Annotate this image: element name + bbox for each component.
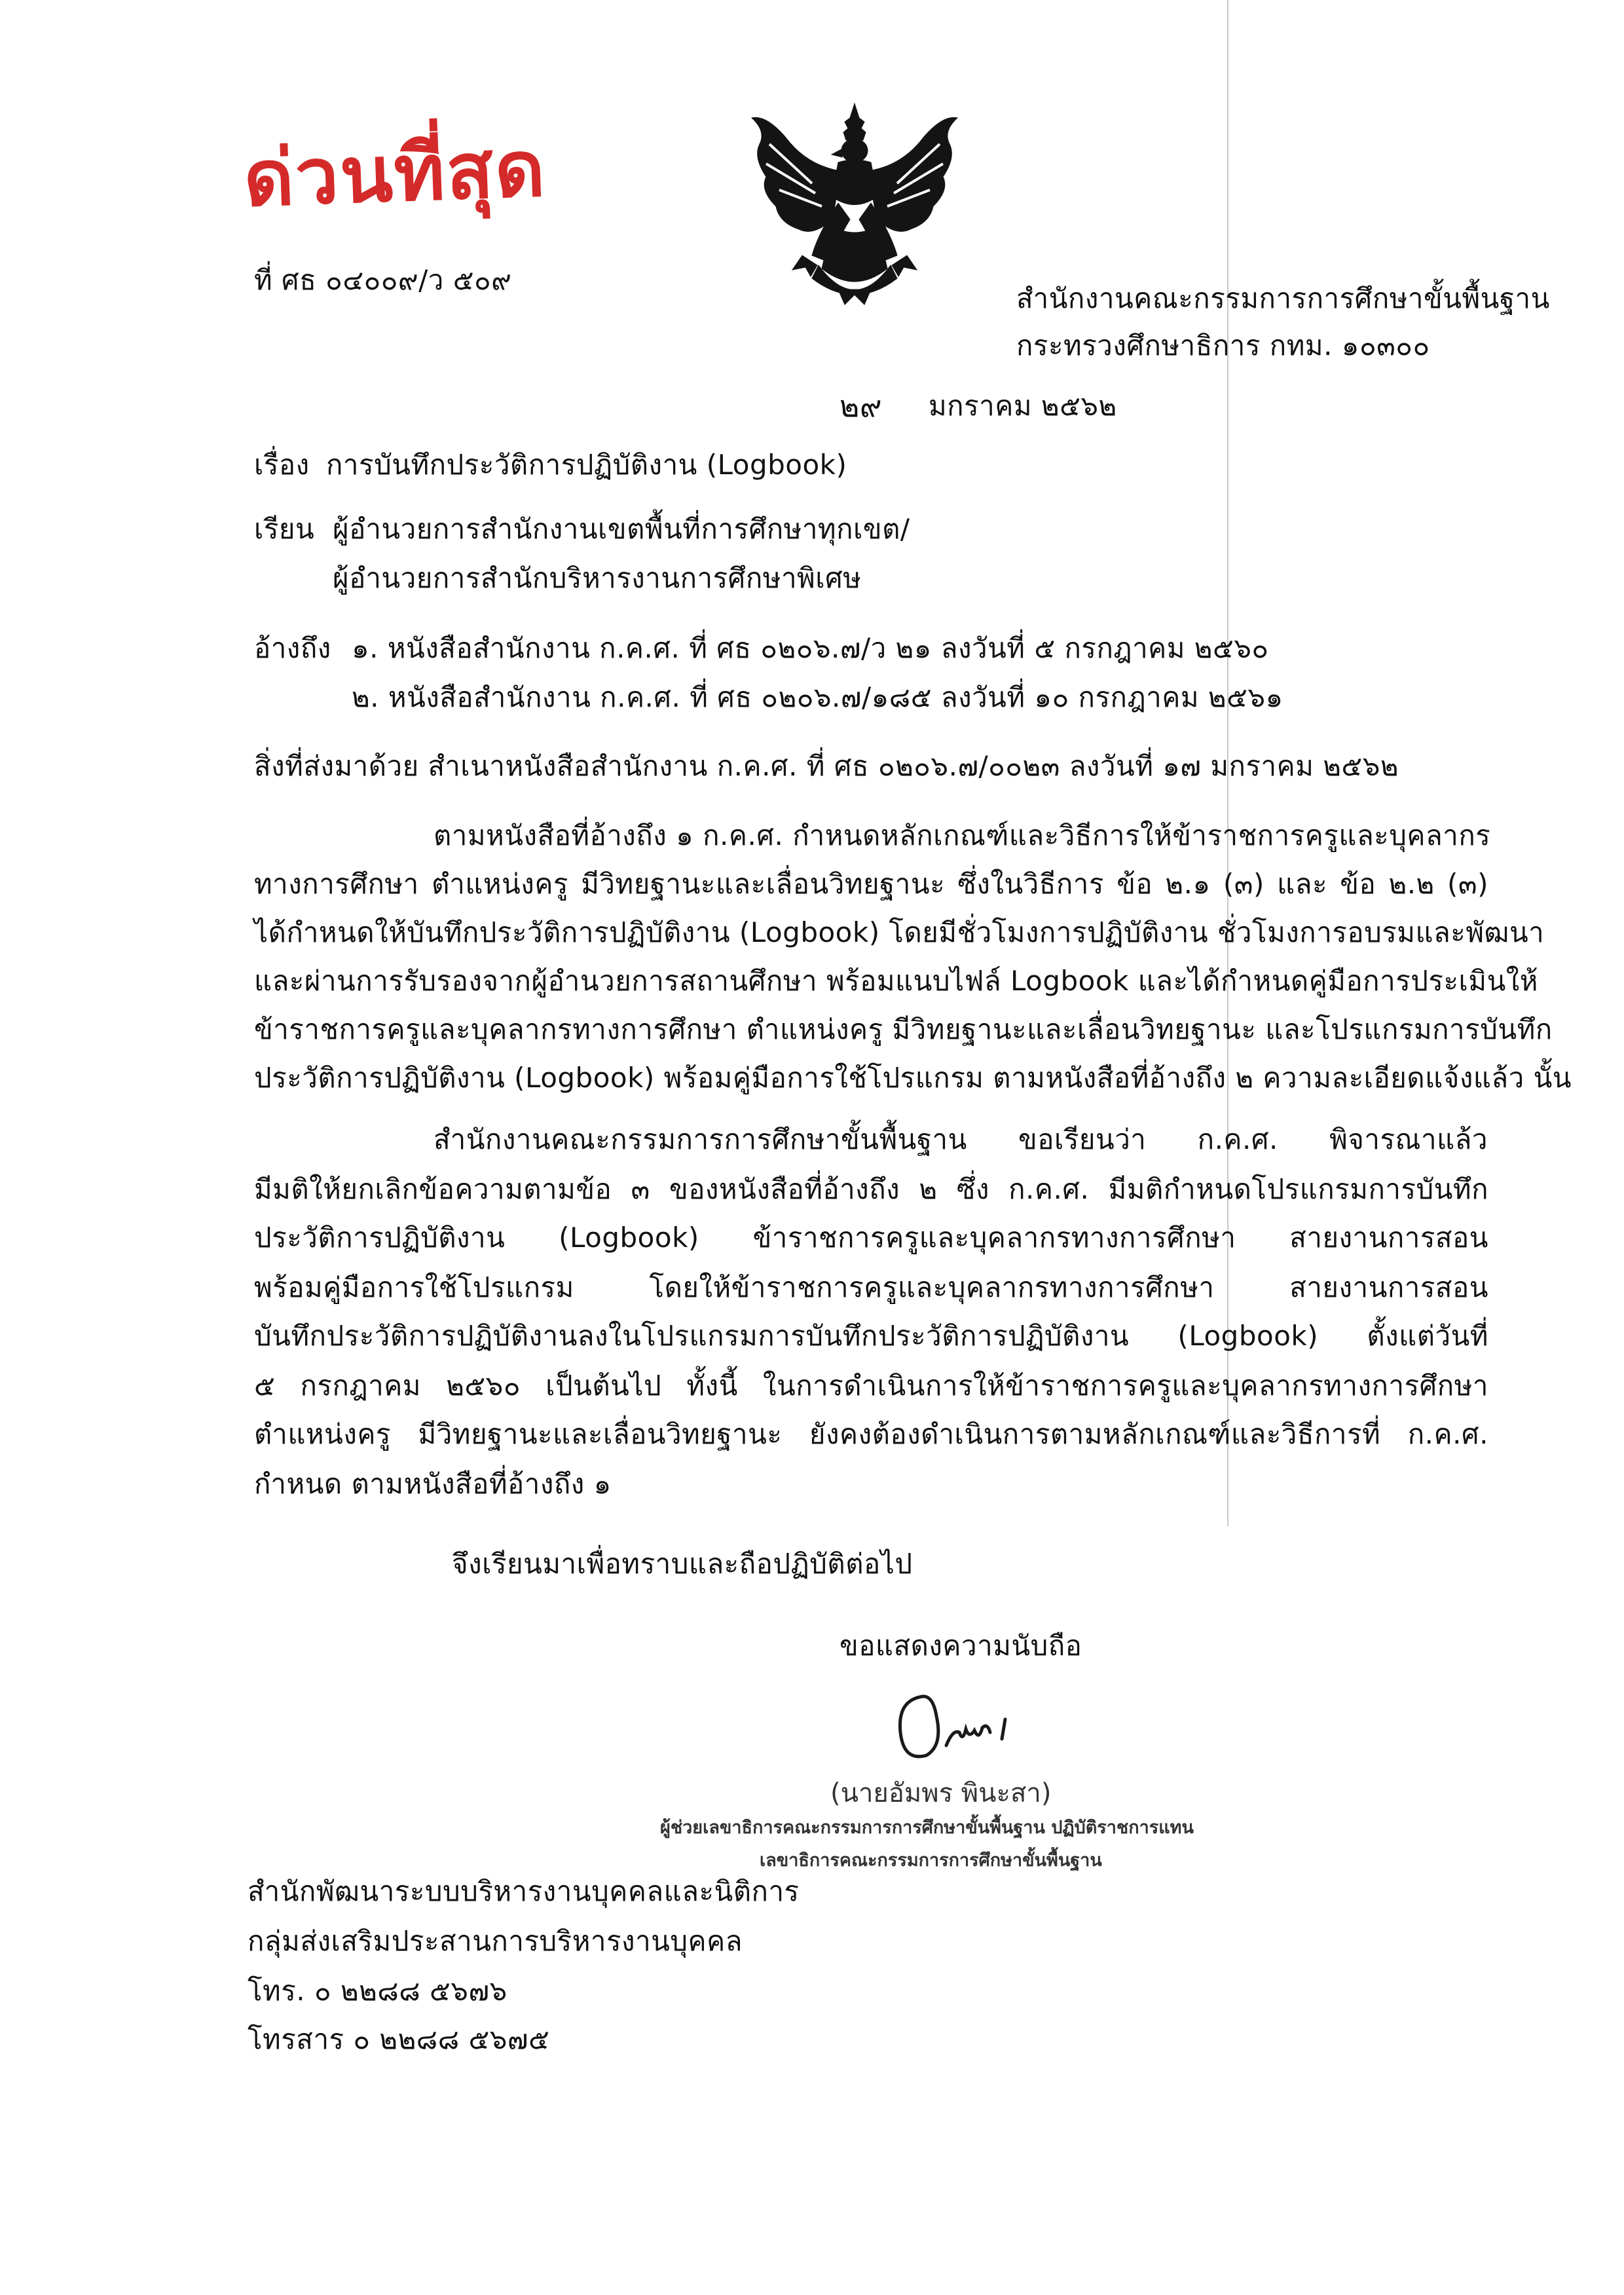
- handwritten-signature: [877, 1683, 1074, 1775]
- paragraph2-line: ตำแหน่งครู มีวิทยฐานะและเลื่อนวิทยฐานะ ยังคงต้องดำเนินการตามหลักเกณฑ์และวิธีการที่ ก.ค.ศ.: [254, 1418, 1488, 1450]
- paragraph1-line: ได้กำหนดให้บันทึกประวัติการปฏิบัติงาน (Logbook) โดยมีชั่วโมงการปฏิบัติงาน ชั่วโมงการอบรมและพัฒนา: [254, 916, 1545, 948]
- footer-office: สำนักพัฒนาระบบบริหารงานบุคคลและนิติการ: [248, 1875, 800, 1907]
- enclosure-line: สิ่งที่ส่งมาด้วย สำเนาหนังสือสำนักงาน ก.ค.ศ. ที่ ศธ ๐๒๐๖.๗/๐๐๒๓ ลงวันที่ ๑๗ มกราคม ๒๕๖๒: [254, 750, 1399, 782]
- paragraph2-line: บันทึกประวัติการปฏิบัติงานลงในโปรแกรมการบันทึกประวัติการปฏิบัติงาน (Logbook) ตั้งแต่วันที่: [254, 1320, 1488, 1352]
- subject-text: การบันทึกประวัติการปฏิบัติงาน (Logbook): [326, 449, 847, 481]
- closing-sentence: จึงเรียนมาเพื่อทราบและถือปฏิบัติต่อไป: [452, 1548, 913, 1580]
- urgent-stamp: ด่วนที่สุด: [242, 122, 548, 225]
- issuing-agency-line2: กระทรวงศึกษาธิการ กทม. ๑๐๓๐๐: [1016, 329, 1430, 362]
- signatory-name: (นายอัมพร พินะสา): [830, 1778, 1052, 1808]
- paragraph1-line: ประวัติการปฏิบัติงาน (Logbook) พร้อมคู่มือการใช้โปรแกรม ตามหนังสือที่อ้างถึง ๒ ความละเอียดแจ้งแล้ว นั้น: [254, 1062, 1572, 1094]
- signatory-title-line1: ผู้ช่วยเลขาธิการคณะกรรมการการศึกษาขั้นพื้นฐาน ปฏิบัติราชการแทน: [660, 1818, 1194, 1838]
- paragraph2-line: กำหนด ตามหนังสือที่อ้างถึง ๑: [254, 1468, 612, 1500]
- paragraph1-line: ข้าราชการครูและบุคลากรทางการศึกษา ตำแหน่งครู มีวิทยฐานะและเลื่อนวิทยฐานะ และโปรแกรมการบันทึก: [254, 1013, 1553, 1045]
- paragraph1-line: ทางการศึกษา ตำแหน่งครู มีวิทยฐานะและเลื่อนวิทยฐานะ ซึ่งในวิธีการ ข้อ ๒.๑ (๓) และ ข้อ ๒.๒ (๓): [254, 868, 1488, 900]
- recipient-line2: ผู้อำนวยการสำนักบริหารงานการศึกษาพิเศษ: [333, 562, 862, 594]
- footer-telephone: โทร. ๐ ๒๒๘๘ ๕๖๗๖: [248, 1975, 507, 2007]
- document-reference-number: ที่ ศธ ๐๔๐๐๙/ว ๕๐๙: [254, 264, 512, 296]
- paragraph2-line: มีมติให้ยกเลิกข้อความตามข้อ ๓ ของหนังสือที่อ้างถึง ๒ ซึ่ง ก.ค.ศ. มีมติกำหนดโปรแกรมการบันทึก: [254, 1173, 1488, 1205]
- paragraph2-line: สำนักงานคณะกรรมการการศึกษาขั้นพื้นฐาน ขอเรียนว่า ก.ค.ศ. พิจารณาแล้ว: [434, 1123, 1488, 1155]
- subject-label: เรื่อง: [254, 449, 310, 481]
- garuda-emblem-icon: [740, 98, 969, 311]
- paragraph2-line: พร้อมคู่มือการใช้โปรแกรม โดยให้ข้าราชการครูและบุคลากรทางการศึกษา สายงานการสอน: [254, 1271, 1488, 1303]
- paragraph1-line: ตามหนังสือที่อ้างถึง ๑ ก.ค.ศ. กำหนดหลักเกณฑ์และวิธีการให้ข้าราชการครูและบุคลากร: [434, 819, 1491, 851]
- footer-fax: โทรสาร ๐ ๒๒๘๘ ๕๖๗๕: [248, 2023, 550, 2055]
- date-day-handwritten: ๒๙: [840, 388, 883, 424]
- recipient-line1: ผู้อำนวยการสำนักงานเขตพื้นที่การศึกษาทุกเขต/: [333, 513, 910, 545]
- references-label: อ้างถึง: [254, 632, 331, 664]
- paragraph2-line: ประวัติการปฏิบัติงาน (Logbook) ข้าราชการครูและบุคลากรทางการศึกษา สายงานการสอน: [254, 1222, 1488, 1254]
- regards-text: ขอแสดงความนับถือ: [840, 1630, 1082, 1662]
- paragraph2-line: ๕ กรกฎาคม ๒๕๖๐ เป็นต้นไป ทั้งนี้ ในการดำเนินการให้ข้าราชการครูและบุคลากรทางการศึกษา: [254, 1370, 1488, 1402]
- footer-group: กลุ่มส่งเสริมประสานการบริหารงานบุคคล: [248, 1925, 743, 1957]
- reference-item: ๒. หนังสือสำนักงาน ก.ค.ศ. ที่ ศธ ๐๒๐๖.๗/๑๘๕ ลงวันที่ ๑๐ กรกฎาคม ๒๕๖๑: [352, 681, 1283, 713]
- recipient-label: เรียน: [254, 513, 315, 545]
- paragraph1-line: และผ่านการรับรองจากผู้อำนวยการสถานศึกษา พร้อมแนบไฟล์ Logbook และได้กำหนดคู่มือการประเมินให้: [254, 965, 1538, 997]
- issuing-agency-line1: สำนักงานคณะกรรมการการศึกษาขั้นพื้นฐาน: [1016, 282, 1550, 314]
- signatory-title-line2: เลขาธิการคณะกรรมการการศึกษาขั้นพื้นฐาน: [760, 1850, 1102, 1871]
- date-month-year: มกราคม ๒๕๖๒: [929, 390, 1117, 422]
- reference-item: ๑. หนังสือสำนักงาน ก.ค.ศ. ที่ ศธ ๐๒๐๖.๗/ว ๒๑ ลงวันที่ ๕ กรกฎาคม ๒๕๖๐: [352, 632, 1269, 664]
